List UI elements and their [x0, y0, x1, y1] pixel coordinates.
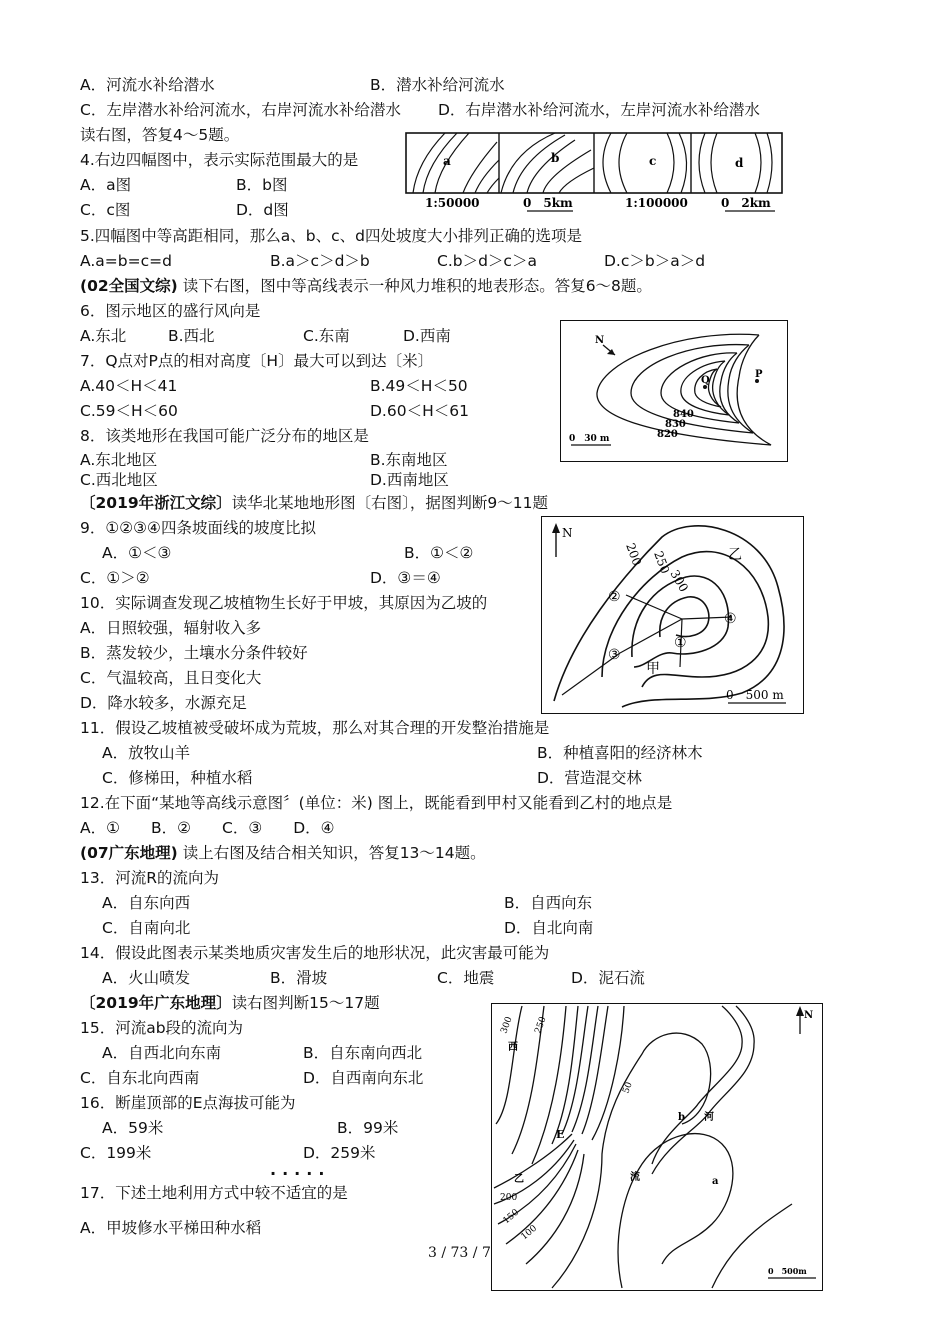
section-15-17 — [80, 993, 380, 1013]
scale-d: 0 2km — [721, 196, 771, 210]
line-2-label: ② — [608, 589, 621, 605]
q6-option-b: B.西北 — [168, 327, 215, 345]
scale-b: 0 5km — [523, 196, 573, 210]
question-9: 9．①②③④四条坡面线的坡度比拟 — [80, 519, 316, 537]
q6-option-c: C.东南 — [303, 327, 350, 345]
q15-option-d: D．自西南向东北 — [303, 1069, 424, 1087]
q16-option-c: C．199米 — [80, 1144, 152, 1162]
terrain-scale-label: 0 500 m — [726, 688, 784, 702]
q14-option-d: D．泥石流 — [571, 969, 645, 987]
line-4-label: ④ — [724, 611, 737, 627]
q15-option-a: A．自西北向东南 — [102, 1044, 222, 1062]
slope-jia-label: 甲 — [646, 661, 660, 677]
q9-option-b: B．①＜② — [404, 544, 474, 562]
q10-option-c: C．气温较高，且日变化大 — [80, 669, 262, 687]
q4-option-c: C．c图 — [80, 201, 131, 219]
question-4: 4.右边四幅图中，表示实际范围最大的是 — [80, 151, 359, 169]
river-map-svg — [492, 1004, 822, 1290]
dune-map-svg — [561, 321, 787, 461]
question-16: 16．断崖顶部的E点海拔可能为 — [80, 1094, 296, 1112]
q7-option-c: C.59＜H＜60 — [80, 402, 178, 420]
river-he-label: 河 — [704, 1112, 714, 1123]
scale-a: 1:50000 — [425, 196, 480, 210]
point-p-label: P — [755, 369, 763, 380]
river-north-label: N — [804, 1010, 814, 1021]
question-11: 11．假设乙坡植被受破坏成为荒坡，那么对其合理的开发整治措施是 — [80, 719, 550, 737]
slope-yi-river-label: 乙 — [514, 1174, 524, 1185]
page-number: 3 / 73 / 7 — [428, 1245, 491, 1261]
question-8: 8．该类地形在我国可能广泛分布的地区是 — [80, 427, 369, 445]
figure-terrain-map — [541, 516, 804, 714]
contour-150-label: 150 — [501, 1207, 522, 1227]
q9-option-c: C．①＞② — [80, 569, 150, 587]
q10-option-d: D．降水较多，水源充足 — [80, 694, 247, 712]
line-1-label: ① — [674, 635, 687, 651]
q5-option-d: D.c＞b＞a＞d — [604, 252, 706, 270]
point-q-label: Q — [701, 375, 710, 386]
contour-840-label: 840 — [673, 409, 694, 420]
q6-option-a: A.东北 — [80, 327, 127, 345]
question-5: 5.四幅图中等高距相同，那么a、b、c、d四处坡度大小排列正确的选项是 — [80, 227, 582, 245]
figure-river-map — [491, 1003, 823, 1291]
q13-option-a: A．自东向西 — [102, 894, 191, 912]
q15-option-b: B．自东南向西北 — [303, 1044, 423, 1062]
instruction-4-5: 读右图，答复4～5题。 — [80, 126, 240, 144]
question-6: 6．图示地区的盛行风向是 — [80, 302, 261, 320]
contour-250-label: 250 — [651, 549, 673, 576]
figure-dune-map — [560, 320, 788, 462]
q12-options: A．① B．② C．③ D．④ — [80, 819, 335, 837]
terrain-north-label: N — [562, 526, 573, 540]
slope-yi-label: 乙 — [728, 547, 742, 563]
contour-200-label: 200 — [623, 541, 645, 568]
question-13: 13．河流R的流向为 — [80, 869, 219, 887]
contour-300-river-label: 300 — [499, 1015, 515, 1036]
q13-option-d: D．自北向南 — [504, 919, 594, 937]
terrain-map-svg — [542, 517, 803, 713]
q14-option-a: A．火山喷发 — [102, 969, 191, 987]
q4-option-b: B．b图 — [236, 176, 288, 194]
q15-option-c: C．自东北向西南 — [80, 1069, 200, 1087]
river-liu-label: 流 — [630, 1172, 640, 1183]
contour-820-label: 820 — [657, 429, 678, 440]
question-17: 17．下述土地利用方式中较不适宜的是 — [80, 1184, 348, 1202]
q14-option-b: B．滑坡 — [270, 969, 328, 987]
line-3-label: ③ — [608, 647, 621, 663]
q6-option-d: D.西南 — [403, 327, 451, 345]
q16-option-b: B．99米 — [337, 1119, 399, 1137]
q7-option-b: B.49＜H＜50 — [370, 377, 468, 395]
q10-option-b: B．蒸发较少，土壤水分条件较好 — [80, 644, 308, 662]
panel-c-label: c — [649, 154, 657, 168]
q7-option-a: A.40＜H＜41 — [80, 377, 178, 395]
q8-option-d: D.西南地区 — [370, 471, 449, 489]
contour-250-river-label: 250 — [533, 1015, 549, 1036]
q7-option-d: D.60＜H＜61 — [370, 402, 469, 420]
scale-panels-svg — [405, 132, 783, 214]
emphasis-dots: ..... — [270, 1160, 331, 1179]
q9-option-a: A．①＜③ — [102, 544, 172, 562]
contour-100-label: 100 — [519, 1223, 540, 1243]
q8-option-a: A.东北地区 — [80, 451, 158, 469]
question-15: 15．河流ab段的流向为 — [80, 1019, 244, 1037]
option-l2a: C．左岸潜水补给河流水，右岸河流水补给潜水 — [80, 101, 401, 119]
question-12: 12.在下面“某地等高线示意图〞(单位：米) 图上，既能看到甲村又能看到乙村的地点是 — [80, 794, 673, 812]
q16-option-a: A．59米 — [102, 1119, 164, 1137]
river-scale-label: 0 500m — [768, 1266, 807, 1276]
q13-option-b: B．自西向东 — [504, 894, 593, 912]
section-13-14-text: 读上右图及结合相关知识，答复13～14题。 — [182, 844, 486, 862]
scale-c: 1:100000 — [625, 196, 688, 210]
section-13-14-source: (07广东地理) — [80, 844, 178, 862]
contour-50-label: 50 — [621, 1080, 635, 1096]
q17-option-a: A．甲坡修水平梯田种水稻 — [80, 1219, 262, 1237]
contour-300-label: 300 — [667, 567, 691, 595]
contour-200-river-label: 200 — [500, 1193, 518, 1203]
q14-option-c: C．地震 — [437, 969, 495, 987]
section-6-8 — [80, 276, 652, 296]
q13-option-c: C．自南向北 — [102, 919, 191, 937]
section-9-11-source: 〔2019年浙江文综〕 — [80, 494, 232, 512]
section-9-11 — [80, 493, 548, 513]
slope-xi-label: 西 — [508, 1042, 518, 1053]
q16-option-d: D．259米 — [303, 1144, 376, 1162]
q9-option-d: D．③＝④ — [370, 569, 441, 587]
q10-option-a: A．日照较强，辐射收入多 — [80, 619, 262, 637]
panel-d-label: d — [735, 156, 744, 170]
option-l1b: B．潜水补给河流水 — [370, 76, 505, 94]
q4-option-d: D．d图 — [236, 201, 289, 219]
question-10: 10．实际调查发现乙坡植物生长好于甲坡，其原因为乙坡的 — [80, 594, 488, 612]
q11-option-d: D．营造混交林 — [537, 769, 642, 787]
question-14: 14．假设此图表示某类地质灾害发生后的地形状况，此灾害最可能为 — [80, 944, 550, 962]
q11-option-c: C．修梯田，种植水稻 — [102, 769, 253, 787]
q8-option-b: B.东南地区 — [370, 451, 448, 469]
point-b-label: b — [678, 1112, 685, 1123]
section-15-17-source: 〔2019年广东地理〕 — [80, 994, 232, 1012]
section-6-8-text: 读下右图，图中等高线表示一种风力堆积的地表形态。答复6～8题。 — [182, 277, 652, 295]
dune-north-label: N — [595, 335, 605, 346]
q4-option-a: A．a图 — [80, 176, 132, 194]
q5-option-a: A.a=b=c=d — [80, 252, 172, 270]
section-6-8-source: (02全国文综) — [80, 277, 178, 295]
figure-scale-panels — [405, 132, 783, 214]
panel-b-label: b — [551, 151, 560, 165]
point-e-label: E — [556, 1128, 565, 1141]
dune-scale-label: 0 30 m — [569, 434, 610, 444]
q8-option-c: C.西北地区 — [80, 471, 158, 489]
q11-option-b: B．种植喜阳的经济林木 — [537, 744, 703, 762]
option-l1a: A．河流水补给潜水 — [80, 76, 215, 94]
point-a-label: a — [712, 1176, 719, 1187]
panel-a-label: a — [443, 154, 451, 168]
q5-option-c: C.b＞d＞c＞a — [437, 252, 537, 270]
section-13-14 — [80, 843, 486, 863]
section-9-11-text: 读华北某地地形图〔右图〕，据图判断9～11题 — [231, 494, 548, 512]
question-7: 7．Q点对P点的相对高度〔H〕最大可以到达〔米〕 — [80, 352, 434, 370]
contour-830-label: 830 — [665, 419, 686, 430]
option-l2b: D．右岸潜水补给河流水，左岸河流水补给潜水 — [438, 101, 760, 119]
q11-option-a: A．放牧山羊 — [102, 744, 191, 762]
q5-option-b: B.a＞c＞d＞b — [270, 252, 370, 270]
section-15-17-text: 读右图判断15～17题 — [231, 994, 380, 1012]
